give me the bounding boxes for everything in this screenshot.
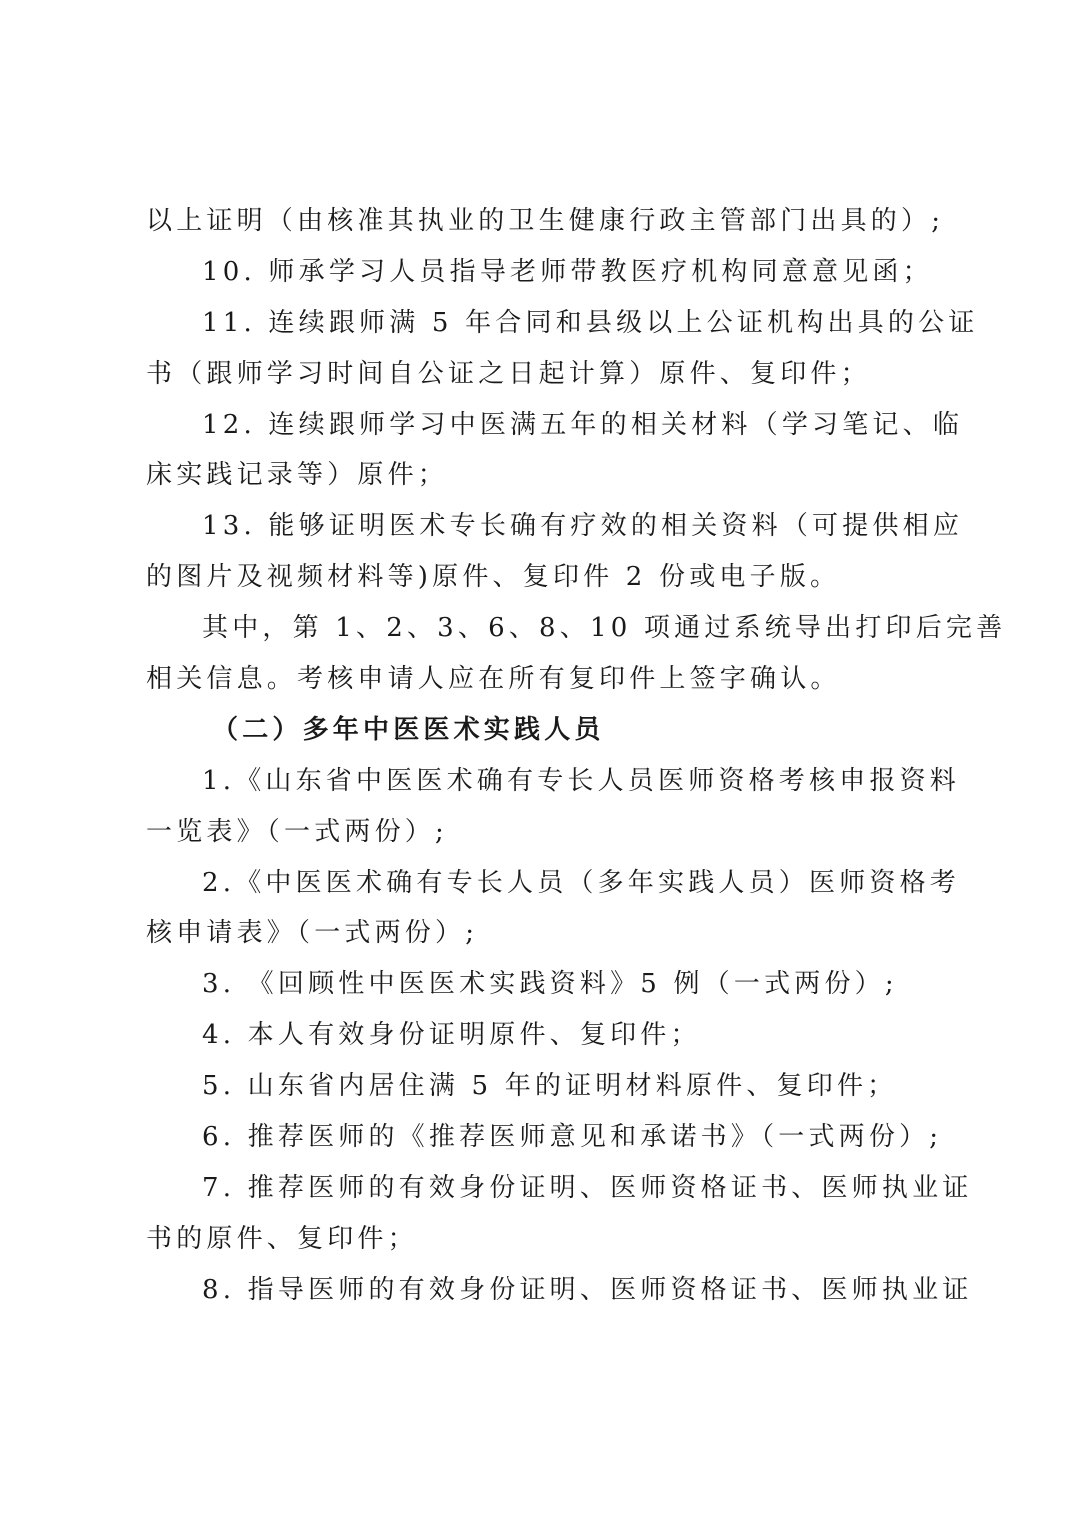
text-line: 8. 指导医师的有效身份证明、医师资格证书、医师执业证 [202, 1274, 973, 1305]
text-line: 书（跟师学习时间自公证之日起计算）原件、复印件； [146, 358, 871, 389]
text-line: 10. 师承学习人员指导老师带教医疗机构同意意见函； [202, 256, 933, 287]
text-line: 核申请表》（一式两份）; [146, 918, 479, 949]
text-line: 1.《山东省中医医术确有专长人员医师资格考核申报资料 [202, 765, 961, 796]
text-line: 一览表》（一式两份）; [146, 816, 448, 847]
text-line: 4. 本人有效身份证明原件、复印件； [202, 1020, 701, 1051]
text-line: 书的原件、复印件； [146, 1223, 418, 1254]
document-body [146, 196, 1007, 1316]
text-line: 6. 推荐医师的《推荐医师意见和承诺书》（一式两份）; [202, 1122, 943, 1153]
text-line: 相关信息。考核申请人应在所有复印件上签字确认。 [146, 664, 841, 695]
text-line: 7. 推荐医师的有效身份证明、医师资格证书、医师执业证 [202, 1172, 973, 1203]
text-line: 以上证明（由核准其执业的卫生健康行政主管部门出具的）; [146, 206, 945, 236]
text-line: 2.《中医医术确有专长人员（多年实践人员）医师资格考 [202, 867, 961, 898]
text-line: 5. 山东省内居住满 5 年的证明材料原件、复印件； [202, 1071, 898, 1102]
text-line: 11. 连续跟师满 5 年合同和县级以上公证机构出具的公证 [202, 307, 979, 338]
text-line: 其中，第 1、2、3、6、8、10 项通过系统导出打印后完善 [202, 613, 1007, 644]
text-line: 13. 能够证明医术专长确有疗效的相关资料（可提供相应 [202, 511, 964, 542]
text-line: 的图片及视频材料等)原件、复印件 2 份或电子版。 [146, 562, 841, 593]
section-heading: （二）多年中医医术实践人员 [212, 714, 605, 745]
text-line: 12. 连续跟师学习中医满五年的相关材料（学习笔记、临 [202, 409, 964, 440]
text-line: 3. 《回顾性中医医术实践资料》5 例（一式两份）; [202, 969, 898, 1000]
text-line: 床实践记录等）原件； [146, 460, 449, 491]
